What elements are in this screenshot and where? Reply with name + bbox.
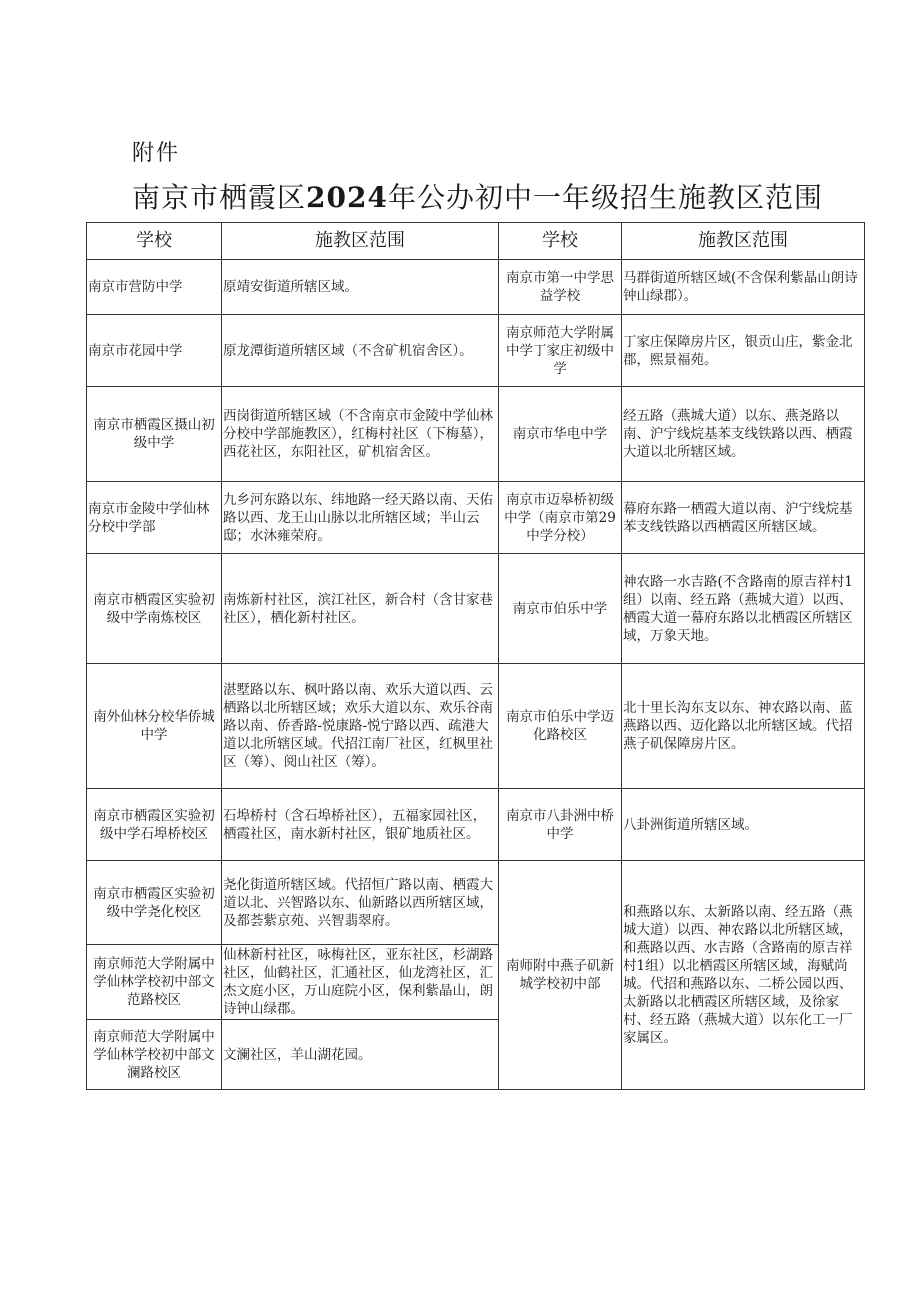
area-cell: 马群街道所辖区域(不含保利紫晶山朗诗钟山绿郡）。 (622, 260, 865, 315)
table-row (87, 315, 865, 387)
area-cell: 神农路一水吉路(不含路南的原吉祥村1组）以南、经五路（燕城大道）以西、栖霞大道一幕府东路以北栖霞区所辖区域，万象天地。 (622, 554, 865, 664)
area-cell: 八卦洲街道所辖区域。 (622, 789, 865, 861)
school-cell: 南京市栖霞区实验初级中学南炼校区 (87, 554, 222, 664)
school-cell: 南师附中燕子矶新城学校初中部 (499, 861, 622, 1090)
area-cell: 丁家庄保障房片区，银贡山庄，紫金北郡，熙景福苑。 (622, 315, 865, 387)
header-school-right: 学校 (499, 223, 622, 260)
header-area-left: 施教区范围 (222, 223, 499, 260)
attachment-label: 附件 (132, 141, 181, 166)
school-cell: 南外仙林分校华侨城中学 (87, 664, 222, 789)
area-cell: 西岗街道所辖区域（不含南京市金陵中学仙林分校中学部施教区），红梅村社区（下梅墓），西花社区，东阳社区，矿机宿舍区。 (222, 387, 499, 482)
table-row (87, 861, 865, 945)
school-cell: 南京市栖霞区摄山初级中学 (87, 387, 222, 482)
enrollment-zone-table (86, 222, 865, 1090)
area-cell: 幕府东路一栖霞大道以南、沪宁线烷基苯支线铁路以西栖霞区所辖区域。 (622, 482, 865, 554)
school-cell: 南京师范大学附属中学仙林学校初中部文澜路校区 (87, 1020, 222, 1090)
school-cell: 南京市华电中学 (499, 387, 622, 482)
area-cell: 九乡河东路以东、纬地路一经天路以南、天佑路以西、龙王山山脉以北所辖区域；半山云邸；水沐雍荣府。 (222, 482, 499, 554)
area-cell: 石埠桥村（含石埠桥社区），五福家园社区，栖霞社区，南水新村社区，银矿地质社区。 (222, 789, 499, 861)
school-cell: 南京市第一中学思益学校 (499, 260, 622, 315)
area-cell: 和燕路以东、太新路以南、经五路（燕城大道）以西、神农路以北所辖区域，和燕路以西、水吉路（含路南的原吉祥村1组）以北栖霞区所辖区域，海赋尚城。代招和燕路以东、二桥公园以西、太新路以北栖霞区所辖区域，及徐家村、经五路（燕城大道）以东化工一厂家属区。 (622, 861, 865, 1090)
title-prefix: 南京市栖霞区 (132, 181, 307, 214)
table-row (87, 554, 865, 664)
area-cell: 尧化街道所辖区域。代招恒广路以南、栖霞大道以北、兴智路以东、仙新路以西所辖区域，及都荟紫京苑、兴智翡翠府。 (222, 861, 499, 945)
area-cell: 原龙潭街道所辖区域（不含矿机宿舍区）。 (222, 315, 499, 387)
school-cell: 南京市栖霞区实验初级中学石埠桥校区 (87, 789, 222, 861)
school-cell: 南京市八卦洲中桥中学 (499, 789, 622, 861)
header-area-right: 施教区范围 (622, 223, 865, 260)
area-cell: 南炼新村社区，滨江社区，新合村（含甘家巷社区），栖化新村社区。 (222, 554, 499, 664)
school-cell: 南京市栖霞区实验初级中学尧化校区 (87, 861, 222, 945)
school-cell: 南京师范大学附属中学仙林学校初中部文范路校区 (87, 945, 222, 1020)
area-cell: 北十里长沟东支以东、神农路以南、蓝燕路以西、迈化路以北所辖区域。代招燕子矶保障房片区。 (622, 664, 865, 789)
school-cell: 南京市伯乐中学迈化路校区 (499, 664, 622, 789)
table-row (87, 664, 865, 789)
school-cell: 南京市迈皋桥初级中学（南京市第29中学分校） (499, 482, 622, 554)
table-row (87, 789, 865, 861)
area-cell: 仙林新村社区，咏梅社区，亚东社区，杉湖路社区，仙鹤社区，汇通社区，仙龙湾社区，汇杰文庭小区，万山庭院小区，保利紫晶山，朗诗钟山绿郡。 (222, 945, 499, 1020)
school-cell: 南京师范大学附属中学丁家庄初级中学 (499, 315, 622, 387)
area-cell: 湛墅路以东、枫叶路以南、欢乐大道以西、云栖路以北所辖区域；欢乐大道以东、欢乐谷南路以南、侨香路-悦康路-悦宁路以西、疏港大道以北所辖区域。代招江南厂社区，红枫里社区（筹）、阅山社区（筹）。 (222, 664, 499, 789)
title-suffix: 年公办初中一年级招生施教区范围 (387, 181, 823, 214)
school-cell: 南京市金陵中学仙林分校中学部 (87, 482, 222, 554)
table-header-row (87, 223, 865, 260)
title-year: 2024 (306, 181, 388, 214)
school-cell: 南京市花园中学 (87, 315, 222, 387)
page-title (132, 176, 892, 216)
header-school-left: 学校 (87, 223, 222, 260)
area-cell: 原靖安街道所辖区域。 (222, 260, 499, 315)
school-cell: 南京市营防中学 (87, 260, 222, 315)
table-row (87, 260, 865, 315)
school-cell: 南京市伯乐中学 (499, 554, 622, 664)
table-row (87, 387, 865, 482)
table-row (87, 482, 865, 554)
area-cell: 文澜社区，羊山湖花园。 (222, 1020, 499, 1090)
area-cell: 经五路（燕城大道）以东、燕尧路以南、沪宁线烷基苯支线铁路以西、栖霞大道以北所辖区域。 (622, 387, 865, 482)
